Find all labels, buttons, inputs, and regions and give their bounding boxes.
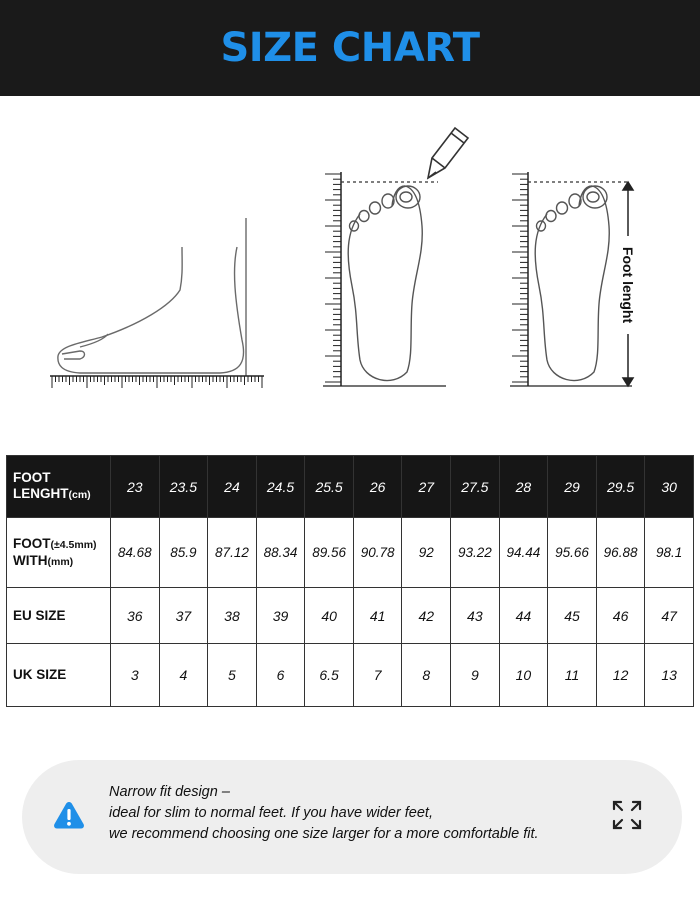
size-chart-table (6, 455, 694, 707)
row-label: EU SIZE (13, 607, 66, 623)
table-cell: 46 (596, 588, 645, 644)
foot-length-label: Foot lenght (620, 246, 636, 324)
table-cell: 93.22 (451, 518, 500, 588)
row-unit: (mm) (47, 555, 74, 568)
header-bar (0, 0, 700, 96)
row-label: UK SIZE (13, 667, 67, 682)
row-label: FOOT (13, 470, 51, 485)
table-cell: 30 (645, 456, 694, 518)
table-cell: 3 (111, 644, 160, 707)
table-cell: 28 (499, 456, 548, 518)
table-cell: 96.88 (596, 518, 645, 588)
table-cell: 38 (208, 588, 257, 644)
table-cell: 11 (548, 644, 597, 707)
side-foot-drawing (58, 218, 246, 376)
table-cell: 23.5 (159, 456, 208, 518)
table-row (7, 456, 694, 518)
table-row (7, 588, 694, 644)
note-text (109, 782, 609, 845)
table-cell: 40 (305, 588, 354, 644)
table-cell: 9 (451, 644, 500, 707)
table-cell: 4 (159, 644, 208, 707)
pencil-icon (428, 128, 468, 178)
note-line-1: Narrow fit design – (109, 784, 230, 800)
table-cell: 98.1 (645, 518, 694, 588)
table-row (7, 518, 694, 588)
table-cell: 29.5 (596, 456, 645, 518)
table-cell: 47 (645, 588, 694, 644)
row-header (7, 518, 111, 588)
note-line-3: we recommend choosing one size larger for a more comfortable fit. (109, 826, 539, 842)
table-cell: 29 (548, 456, 597, 518)
table-cell: 43 (451, 588, 500, 644)
top-foot-drawing (348, 186, 422, 381)
table-cell: 92 (402, 518, 451, 588)
table-cell: 94.44 (499, 518, 548, 588)
table-cell: 42 (402, 588, 451, 644)
table-cell: 95.66 (548, 518, 597, 588)
table-cell: 24.5 (256, 456, 305, 518)
foot-measure-illustration (0, 96, 700, 436)
table-cell: 85.9 (159, 518, 208, 588)
row-header (7, 644, 111, 707)
table-cell: 39 (256, 588, 305, 644)
warning-icon (53, 800, 85, 830)
row-unit: (cm) (68, 489, 91, 501)
table-cell: 25.5 (305, 456, 354, 518)
table-cell: 87.12 (208, 518, 257, 588)
row-label-2: LENGHT (13, 486, 69, 501)
table-cell: 84.68 (111, 518, 160, 588)
table-cell: 27 (402, 456, 451, 518)
row-label-unit: (±4.5mm) (50, 538, 97, 551)
table-cell: 88.34 (256, 518, 305, 588)
table-cell: 41 (353, 588, 402, 644)
table-cell: 89.56 (305, 518, 354, 588)
table-cell: 6 (256, 644, 305, 707)
table-cell: 90.78 (353, 518, 402, 588)
fit-note (22, 760, 682, 874)
table-cell: 36 (111, 588, 160, 644)
right-foot-drawing (535, 186, 609, 381)
table-cell: 44 (499, 588, 548, 644)
row-label: FOOT (13, 535, 51, 551)
note-line-2: ideal for slim to normal feet. If you have wider feet, (109, 805, 433, 821)
expand-icon[interactable] (612, 800, 642, 830)
table-row (7, 644, 694, 707)
row-header (7, 456, 111, 518)
table-cell: 8 (402, 644, 451, 707)
table-cell: 23 (111, 456, 160, 518)
table-cell: 26 (353, 456, 402, 518)
right-vertical-ruler (510, 172, 632, 386)
table-cell: 24 (208, 456, 257, 518)
table-cell: 13 (645, 644, 694, 707)
side-ruler (50, 376, 264, 388)
left-vertical-ruler (323, 172, 446, 386)
table-cell: 37 (159, 588, 208, 644)
table-cell: 10 (499, 644, 548, 707)
table-cell: 12 (596, 644, 645, 707)
row-label-2: WITH (13, 552, 48, 568)
row-header (7, 588, 111, 644)
table-cell: 7 (353, 644, 402, 707)
table-cell: 5 (208, 644, 257, 707)
page-title: SIZE CHART (220, 25, 480, 71)
table-cell: 27.5 (451, 456, 500, 518)
table-cell: 6.5 (305, 644, 354, 707)
table-cell: 45 (548, 588, 597, 644)
